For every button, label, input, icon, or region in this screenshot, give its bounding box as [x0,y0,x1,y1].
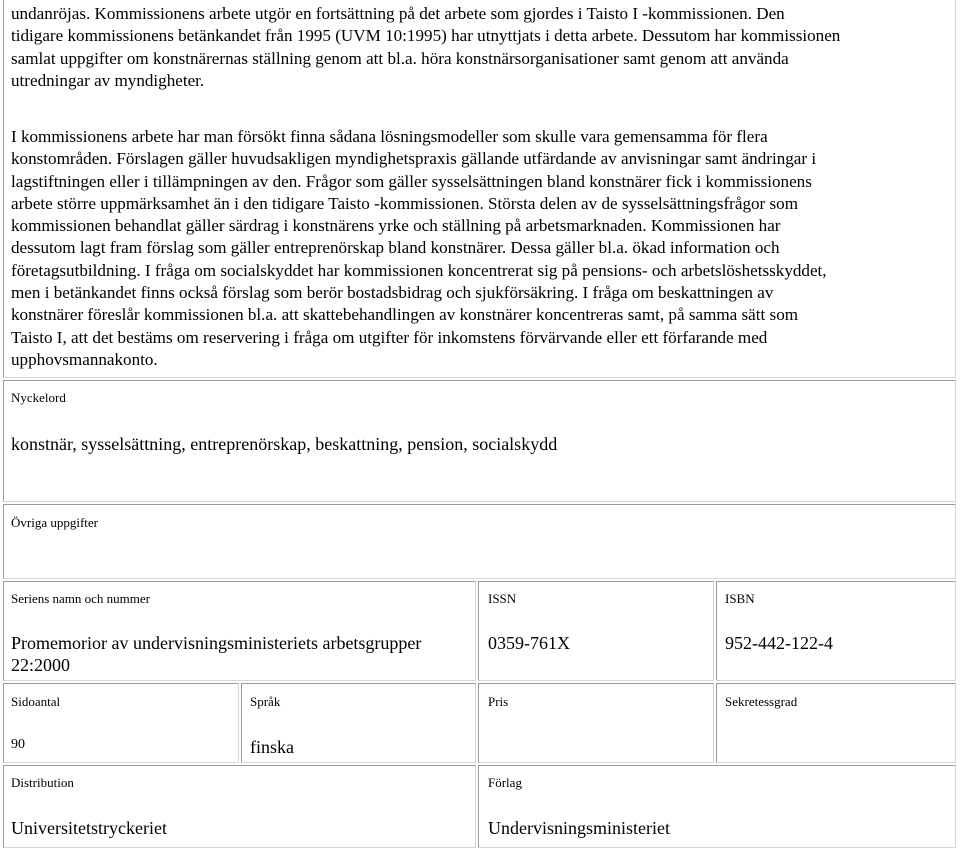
document-sheet [3,0,956,848]
language-value: finska [250,737,294,757]
distribution-label: Distribution [11,775,74,790]
series-label: Seriens namn och nummer [11,591,150,606]
pages-value: 90 [11,737,25,752]
series-value [11,632,421,676]
series-cell [3,581,476,681]
distribution-value: Universitetstryckeriet [11,818,167,838]
abstract-line: dessutom lagt fram förslag som gäller entreprenörskap bland konstnärer. Dessa gäller bl.a. ökad information och [11,238,780,258]
isbn-label: ISBN [725,591,755,606]
keywords-value: konstnär, sysselsättning, entreprenörskap, beskattning, pension, socialskydd [11,434,558,454]
distribution-cell [3,765,476,848]
issn-cell [478,581,714,681]
price-label: Pris [488,694,509,709]
keywords-cell [3,380,956,502]
keywords-label: Nyckelord [11,390,66,405]
isbn-value: 952-442-122-4 [725,633,833,653]
other-info-cell [3,504,956,579]
pages-cell [3,683,239,763]
series-value-line: Promemorior av undervisningsministeriets arbetsgrupper [11,633,422,653]
publisher-cell [478,765,956,848]
abstract-line: kommissionen behandlat gäller särdrag i konstnärens yrke och ställning på arbetsmarknaden. Kommissionen har [11,216,781,236]
language-label: Språk [250,694,281,709]
issn-value: 0359-761X [488,633,570,653]
publisher-label: Förlag [488,775,522,790]
abstract-line: företagsutbildning. I fråga om socialskyddet har kommissionen koncentrerat sig på pensions- och arbetslöshetsskyddet, [11,260,827,280]
publisher-value: Undervisningsministeriet [488,818,670,838]
pages-label: Sidoantal [11,694,61,709]
other-info-label: Övriga uppgifter [11,515,99,530]
secrecy-label: Sekretessgrad [725,694,798,709]
abstract-line: konstnärer föreslår kommissionen bl.a. att skattebehandlingen av konstnärer koncentreras samt, på samma sätt som [11,305,799,325]
abstract-line: men i betänkandet finns också förslag som berör bostadsbidrag och sjukförsäkring. I fråga om beskattningen av [11,283,774,303]
secrecy-cell [716,683,956,763]
abstract-line: undanröjas. Kommissionens arbete utgör en fortsättning på det arbete som gjordes i Taisto I -kommissionen. Den [11,4,785,23]
isbn-cell [716,581,956,681]
abstract-line: konstområden. Förslagen gäller huvudsakligen myndighetspraxis gällande utfärdande av anvisningar samt ändringar i [11,149,817,169]
language-cell [241,683,476,763]
series-value-line: 22:2000 [11,655,71,675]
abstract-line: upphovsmannakonto. [11,349,158,369]
abstract-line: I kommissionens arbete har man försökt finna sådana lösningsmodeller som skulle vara gemensamma för flera [11,127,768,146]
abstract-line: utredningar av myndigheter. [11,70,205,90]
issn-label: ISSN [488,591,517,606]
abstract-second-paragraph [11,126,951,371]
abstract-line: Taisto I, att det bestäms om reservering i fråga om utgifter för inkomstens förvärvande eller ett förfarande med [11,327,768,347]
price-cell [478,683,714,763]
abstract-cell [3,0,956,378]
abstract-line: arbete större uppmärksamhet än i den tidigare Taisto -kommissionen. Största delen av de sysselsättningsfrågor som [11,193,798,213]
abstract-continuation [11,3,951,92]
abstract-line: samlat uppgifter om konstnärernas ställning genom att bl.a. höra konstnärsorganisationer samt genom att använda [11,48,789,68]
abstract-line: lagstiftningen eller i tillämpningen av den. Frågor som gäller sysselsättningen bland konstnärer fick i kommissionens [11,171,812,191]
abstract-line: tidigare kommissionens betänkandet från 1995 (UVM 10:1995) har utnyttjats i detta arbete. Dessutom har kommissionen [11,26,841,46]
